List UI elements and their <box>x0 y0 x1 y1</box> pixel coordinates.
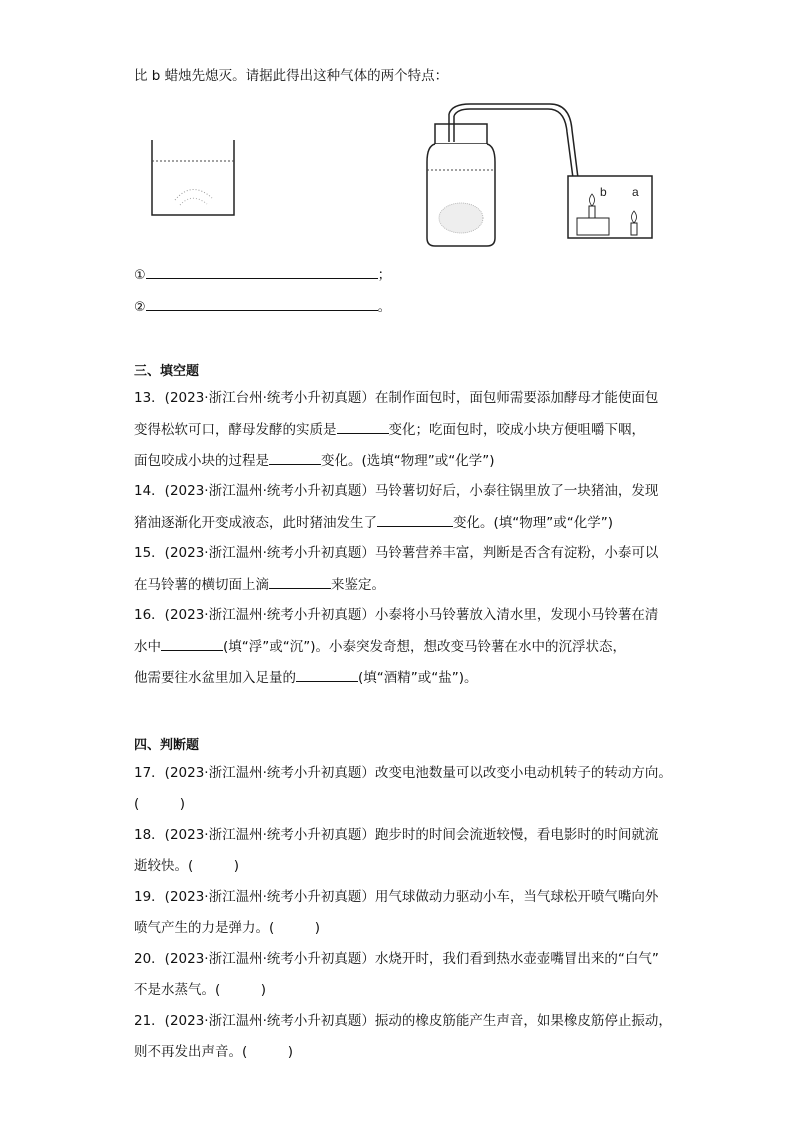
candle-box-drawing <box>568 176 652 238</box>
answer-end-2: 。 <box>377 299 392 315</box>
answer-blank-2[interactable] <box>146 296 378 311</box>
q19-line1: 19．(2023·浙江温州·统考小升初真题）用气球做动力驱动小车，当气球松开喷气嘴向外 <box>134 889 659 905</box>
answer-marker-1: ① <box>134 268 146 283</box>
intro-text: 比 b 蜡烛先熄灭。请据此得出这种气体的两个特点： <box>134 68 449 84</box>
q21-line2[interactable]: 则不再发出声音。( ) <box>134 1044 294 1060</box>
answer-end-1: ； <box>377 267 392 283</box>
q13-line1: 13．(2023·浙江台州·统考小升初真题）在制作面包时，面包师需要添加酵母才能使面包 <box>134 390 659 406</box>
q17-line1: 17．(2023·浙江温州·统考小升初真题）改变电池数量可以改变小电动机转子的转动方向。 <box>134 765 672 781</box>
q13-blank-1[interactable] <box>337 419 389 434</box>
q15-line1: 15．(2023·浙江温州·统考小升初真题）马铃薯营养丰富，判断是否含有淀粉，小泰可以 <box>134 545 659 561</box>
beaker-drawing <box>152 140 234 215</box>
section-fill-heading: 三、填空题 <box>134 364 200 379</box>
answer-marker-2: ② <box>134 300 146 315</box>
q15-blank[interactable] <box>269 574 331 589</box>
q19-line2[interactable]: 喷气产生的力是弹力。( ) <box>134 920 321 936</box>
q16-blank-2[interactable] <box>296 667 358 682</box>
q14-line2: 猪油逐渐化开变成液态，此时猪油发生了 变化。(填“物理”或“化学”) <box>134 512 613 533</box>
q13-blank-2[interactable] <box>269 450 321 465</box>
q20-line2[interactable]: 不是水蒸气。( ) <box>134 982 267 998</box>
q18-line2[interactable]: 逝较快。( ) <box>134 858 240 874</box>
q20-line1: 20．(2023·浙江温州·统考小升初真题）水烧开时，我们看到热水壶壶嘴冒出来的“白气” <box>134 951 659 967</box>
q16-blank-1[interactable] <box>161 636 223 651</box>
q16-line3: 他需要往水盆里加入足量的 (填“酒精”或“盐”)。 <box>134 667 478 688</box>
section-judge-heading: 四、判断题 <box>134 738 200 753</box>
q13-line3: 面包咬成小块的过程是 变化。(选填“物理”或“化学”) <box>134 450 495 471</box>
answer-line-2 <box>134 296 391 318</box>
q17-line2[interactable]: ( ) <box>134 796 186 812</box>
answer-blank-1[interactable] <box>146 264 378 279</box>
q21-line1: 21．(2023·浙江温州·统考小升初真题）振动的橡皮筋能产生声音，如果橡皮筋停止振动， <box>134 1013 672 1029</box>
q13-line2: 变得松软可口，酵母发酵的实质是 变化；吃面包时，咬成小块方便咀嚼下咽， <box>134 419 645 440</box>
q18-line1: 18．(2023·浙江温州·统考小升初真题）跑步时的时间会流逝较慢，看电影时的时间就流 <box>134 827 659 843</box>
label-b: b <box>600 185 607 199</box>
q14-line1: 14．(2023·浙江温州·统考小升初真题）马铃薯切好后，小泰往锅里放了一块猪油，发现 <box>134 483 659 499</box>
experiment-figure <box>130 100 670 255</box>
q14-blank[interactable] <box>377 512 453 527</box>
q16-line2: 水中 (填“浮”或“沉”)。小泰突发奇想，想改变马铃薯在水中的沉浮状态， <box>134 636 626 657</box>
label-a: a <box>632 185 639 199</box>
q16-line1: 16．(2023·浙江温州·统考小升初真题）小泰将小马铃薯放入清水里，发现小马铃薯在清 <box>134 607 659 623</box>
answer-line-1 <box>134 264 391 286</box>
q15-line2: 在马铃薯的横切面上滴 来鉴定。 <box>134 574 385 595</box>
gas-bottle-drawing <box>427 104 578 246</box>
